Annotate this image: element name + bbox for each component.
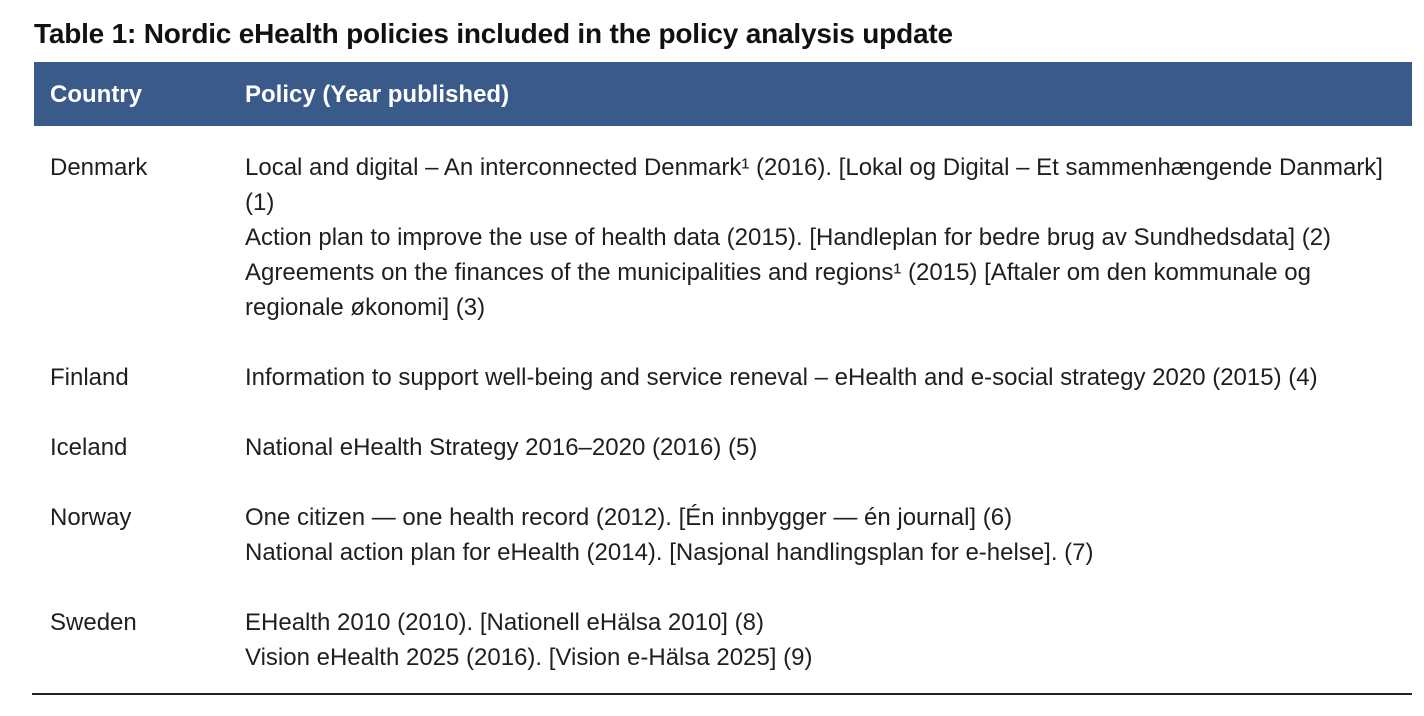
policy-cell: [245, 430, 1405, 465]
policy-cell: [245, 360, 1405, 395]
policy-item: One citizen — one health record (2012). [Én innbygger — én journal] (6): [245, 504, 1013, 531]
country-cell: Finland: [50, 364, 129, 391]
table-bottom-rule: [32, 693, 1412, 695]
country-cell: Iceland: [50, 434, 128, 461]
policy-item: National action plan for eHealth (2014). [Nasjonal handlingsplan for e-helse]. (7): [245, 539, 1094, 566]
policy-cell: [245, 150, 1405, 325]
country-cell: Sweden: [50, 609, 137, 636]
policy-item: National eHealth Strategy 2016–2020 (2016) (5): [245, 434, 758, 461]
policy-item: Vision eHealth 2025 (2016). [Vision e-Hälsa 2025] (9): [245, 644, 813, 671]
policy-item: Action plan to improve the use of health data (2015). [Handleplan for bedre brug av Sundhedsdata] (2): [245, 224, 1332, 251]
policy-cell: [245, 605, 1405, 675]
policy-item: Agreements on the finances of the municipalities and regions¹ (2015) [Aftaler om den kommunale og regionale økonomi] (3): [245, 259, 1311, 321]
header-country: Country: [50, 81, 142, 108]
policy-item: Local and digital – An interconnected Denmark¹ (2016). [Lokal og Digital – Et sammenhængende Danmark] (1): [245, 154, 1383, 216]
country-cell: Denmark: [50, 154, 148, 181]
country-cell: Norway: [50, 504, 132, 531]
table-caption: Table 1: Nordic eHealth policies included in the policy analysis update: [34, 18, 953, 49]
policy-cell: [245, 500, 1405, 570]
table-header: [34, 62, 1412, 126]
header-policy: Policy (Year published): [245, 81, 510, 108]
policy-item: EHealth 2010 (2010). [Nationell eHälsa 2010] (8): [245, 609, 764, 636]
policy-item: Information to support well-being and service reneval – eHealth and e-social strategy 2020 (2015) (4): [245, 364, 1318, 391]
